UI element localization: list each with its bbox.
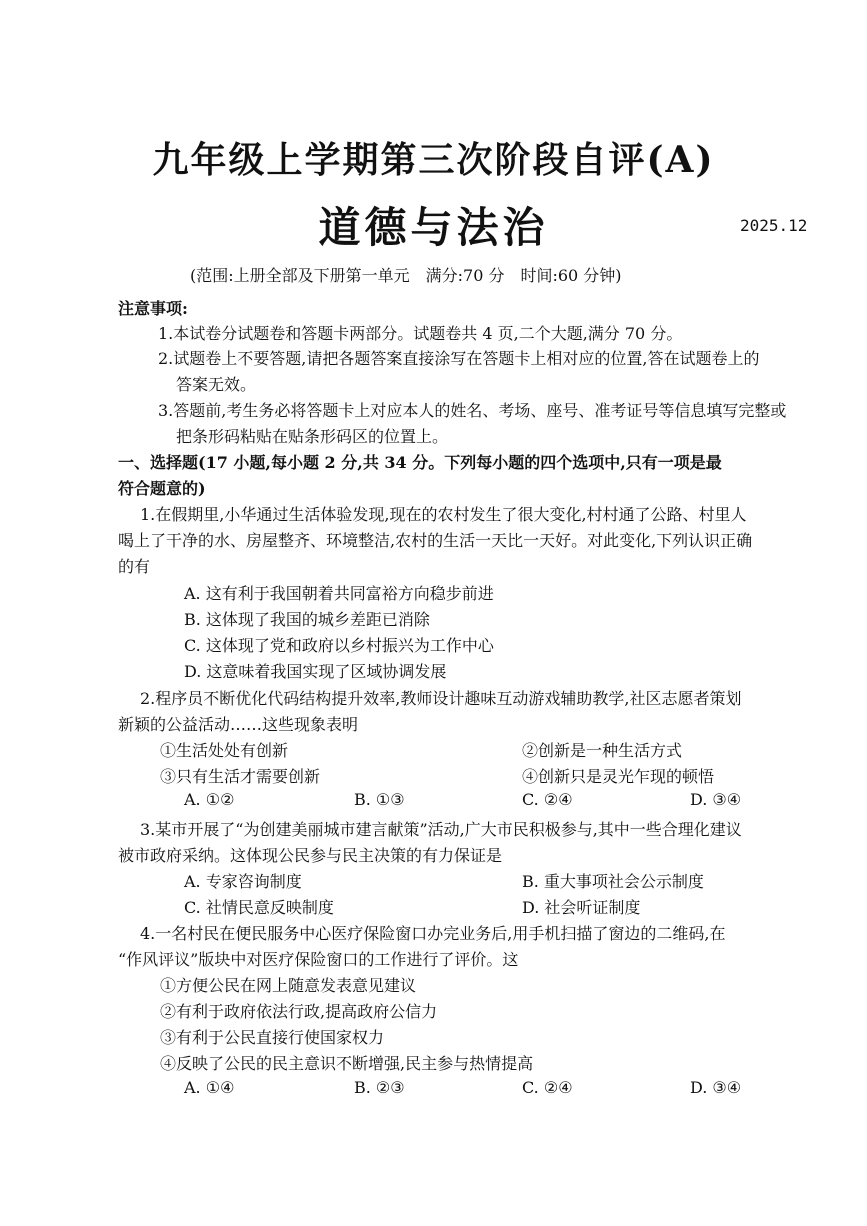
question-stem: 3.某市开展了“为创建美丽城市建言献策”活动,广大市民积极参与,其中一些合理化建议 — [140, 820, 742, 839]
option-c: C. ②④ — [522, 790, 573, 809]
question-stem: “作风评议”版块中对医疗保险窗口的工作进行了评价。这 — [118, 950, 519, 969]
question-stem: 1.在假期里,小华通过生活体验发现,现在的农村发生了很大变化,村村通了公路、村里人 — [140, 505, 747, 524]
option-b: B. ②③ — [354, 1078, 405, 1097]
exam-date: 2025.12 — [740, 216, 808, 235]
statement: ①方便公民在网上随意发表意见建议 — [160, 976, 417, 995]
statement: ②创新是一种生活方式 — [522, 741, 683, 760]
option-d: D. ③④ — [690, 1078, 742, 1097]
notice-item: 1.本试卷分试题卷和答题卡两部分。试题卷共 4 页,二个大题,满分 70 分。 — [158, 324, 683, 343]
exam-scope: (范围:上册全部及下册第一单元 满分:70 分 时间:60 分钟) — [190, 266, 622, 285]
question-stem: 喝上了干净的水、房屋整齐、环境整洁,农村的生活一天比一天好。对此变化,下列认识正确 — [118, 531, 753, 550]
statement: ④创新只是灵光乍现的顿悟 — [522, 767, 715, 786]
notice-item: 2.试题卷上不要答题,请把各题答案直接涂写在答题卡上相对应的位置,答在试题卷上的 — [158, 349, 760, 368]
statement: ③有利于公民直接行使国家权力 — [160, 1028, 385, 1047]
question-stem: 被市政府采纳。这体现公民参与民主决策的有力保证是 — [118, 846, 503, 865]
option-a: A. ①④ — [184, 1078, 235, 1097]
option-a: A. 专家咨询制度 — [184, 872, 302, 891]
exam-title: 九年级上学期第三次阶段自评(A) — [152, 139, 715, 181]
subject-title: 道德与法治 — [318, 203, 549, 252]
notice-heading: 注意事项: — [118, 299, 188, 318]
statement: ②有利于政府依法行政,提高政府公信力 — [160, 1002, 438, 1021]
option-b: B. 重大事项社会公示制度 — [522, 872, 704, 891]
option-d: D. 社会听证制度 — [522, 898, 641, 917]
option-c: C. ②④ — [522, 1078, 573, 1097]
question-stem: 4.一名村民在便民服务中心医疗保险窗口办完业务后,用手机扫描了窗边的二维码,在 — [140, 924, 726, 943]
notice-item: 3.答题前,考生务必将答题卡上对应本人的姓名、考场、座号、准考证号等信息填写完整或 — [158, 401, 787, 420]
statement: ④反映了公民的民主意识不断增强,民主参与热情提高 — [160, 1054, 534, 1073]
option-c: C. 社情民意反映制度 — [184, 898, 334, 917]
question-stem: 新颖的公益活动……这些现象表明 — [118, 715, 359, 734]
option-c: C. 这体现了党和政府以乡村振兴为工作中心 — [184, 636, 494, 655]
notice-item: 答案无效。 — [176, 375, 257, 394]
question-stem: 的有 — [118, 557, 151, 576]
section-heading: 符合题意的) — [118, 479, 206, 498]
option-b: B. 这体现了我国的城乡差距已消除 — [184, 610, 430, 629]
option-d: D. ③④ — [690, 790, 742, 809]
option-a: A. ①② — [184, 790, 235, 809]
option-a: A. 这有利于我国朝着共同富裕方向稳步前进 — [184, 584, 494, 603]
option-b: B. ①③ — [354, 790, 405, 809]
statement: ①生活处处有创新 — [160, 741, 289, 760]
notice-item: 把条形码粘贴在贴条形码区的位置上。 — [176, 427, 449, 446]
statement: ③只有生活才需要创新 — [160, 767, 321, 786]
question-stem: 2.程序员不断优化代码结构提升效率,教师设计趣味互动游戏辅助教学,社区志愿者策划 — [140, 689, 742, 708]
section-heading: 一、选择题(17 小题,每小题 2 分,共 34 分。下列每小题的四个选项中,只有一项是最 — [118, 453, 722, 472]
option-d: D. 这意味着我国实现了区域协调发展 — [184, 662, 447, 681]
